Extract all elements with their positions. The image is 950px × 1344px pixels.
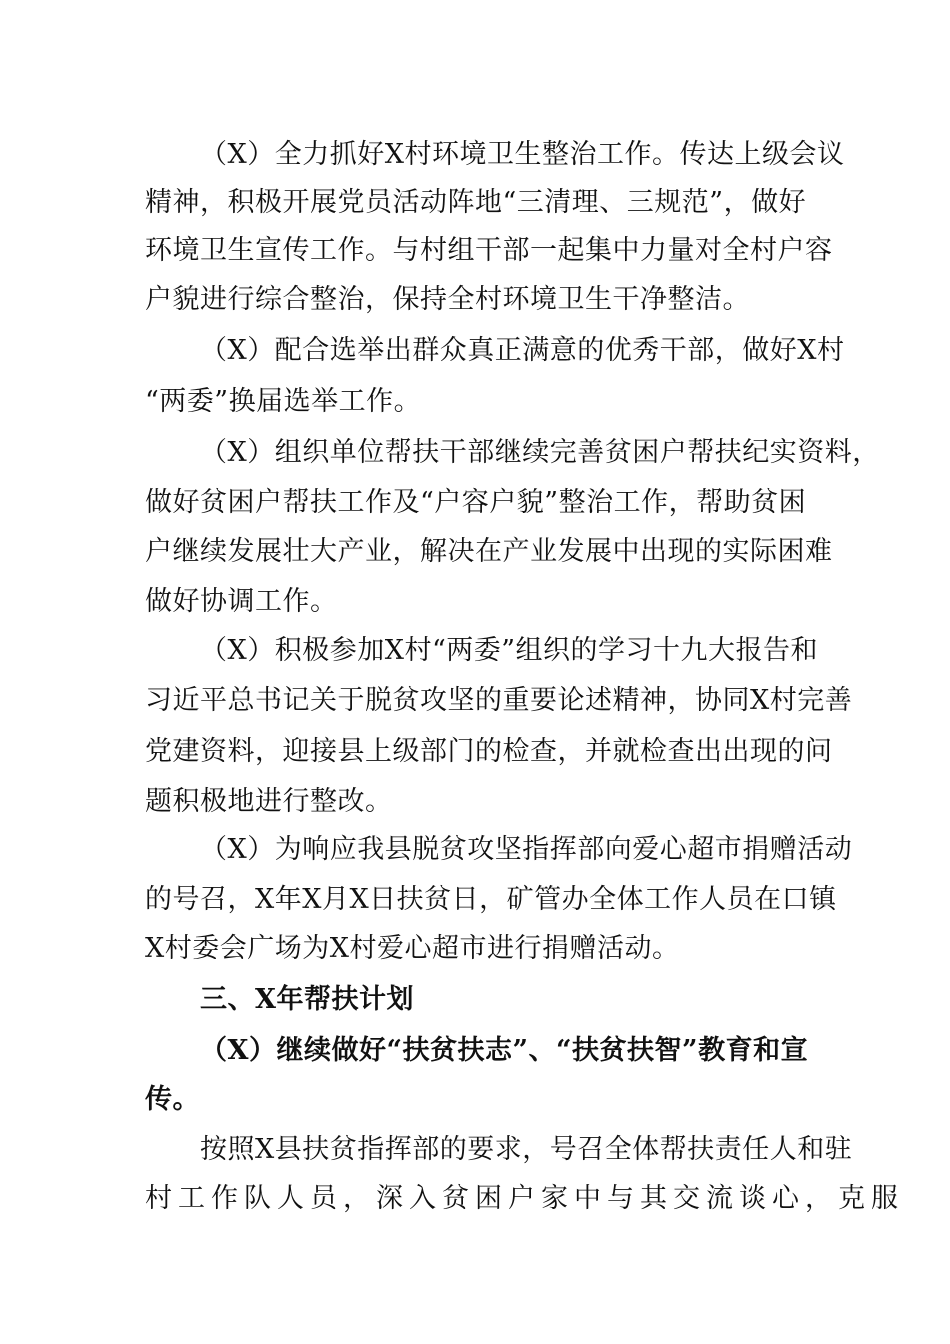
paragraph-line: 做好贫困户帮扶工作及“户容户貌”整治工作，帮助贫困	[145, 487, 807, 518]
paragraph-line: 精神，积极开展党员活动阵地“三清理、三规范”，做好	[145, 187, 807, 218]
subsection-heading: （X）继续做好“扶贫扶志”、“扶贫扶智”教育和宣	[200, 1035, 809, 1066]
paragraph-line: 村工作队人员，深入贫困户家中与其交流谈心，克服	[145, 1183, 904, 1214]
paragraph-line: 户继续发展壮大产业，解决在产业发展中出现的实际困难	[145, 536, 833, 567]
paragraph-line: 户貌进行综合整治，保持全村环境卫生干净整洁。	[145, 284, 750, 315]
paragraph-line: （X）为响应我县脱贫攻坚指挥部向爱心超市捐赠活动	[200, 834, 853, 865]
paragraph-line: （X）积极参加X村“两委”组织的学习十九大报告和	[200, 635, 819, 666]
paragraph-line: 按照X县扶贫指挥部的要求，号召全体帮扶责任人和驻	[200, 1134, 853, 1165]
section-heading: 三、X年帮扶计划	[200, 984, 414, 1015]
paragraph-line: “两委”换届选举工作。	[145, 386, 422, 417]
paragraph-line: 党建资料，迎接县上级部门的检查，并就检查出出现的问	[145, 736, 833, 767]
paragraph-line: 题积极地进行整改。	[145, 786, 393, 817]
paragraph-line: （X）组织单位帮扶干部继续完善贫困户帮扶纪实资料，	[200, 437, 880, 468]
paragraph-line: 做好协调工作。	[145, 586, 338, 617]
paragraph-line: （X）配合选举出群众真正满意的优秀干部，做好X村	[200, 335, 845, 366]
subsection-heading: 传。	[145, 1084, 200, 1115]
paragraph-line: 环境卫生宣传工作。与村组干部一起集中力量对全村户容	[145, 235, 833, 266]
paragraph-line: （X）全力抓好X村环境卫生整治工作。传达上级会议	[200, 139, 845, 170]
paragraph-line: 的号召，X年X月X日扶贫日，矿管办全体工作人员在口镇	[145, 884, 837, 915]
paragraph-line: X村委会广场为X村爱心超市进行捐赠活动。	[145, 933, 680, 964]
paragraph-line: 习近平总书记关于脱贫攻坚的重要论述精神，协同X村完善	[145, 685, 853, 716]
